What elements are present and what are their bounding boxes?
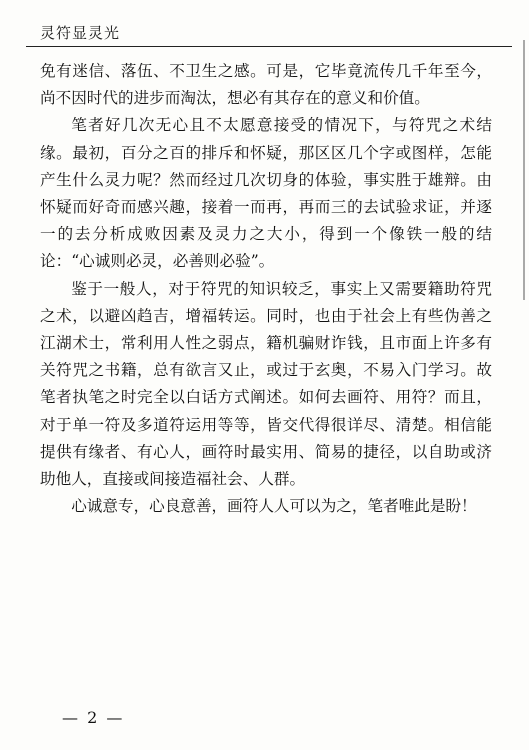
body-text (40, 58, 492, 520)
paragraph-3: 鉴于一般人，对于符咒的知识较乏，事实上又需要籍助符咒之术，以避凶趋吉，增福转运。同时，也由于社会上有些伪善之江湖术士，常利用人性之弱点，籍机骗财诈钱，且市面上许多有关符咒之书籍，总有欲言又止，或过于玄奥，不易入门学习。故笔者执笔之时完全以白话方式阐述。如何去画符、用符？而且，对于单一符及多道符运用等等，皆交代得很详尽、清楚。相信能提供有缘者、有心人，画符时最实用、简易的捷径，以自助或济助他人，直接或间接造福社会、人群。 (40, 279, 492, 489)
paragraph-4: 心诚意专，心良意善，画符人人可以为之，笔者唯此是盼！ (71, 497, 477, 516)
page-number: — 2 — (62, 708, 125, 727)
page-edge-shadow (523, 40, 525, 300)
running-header: 灵符显灵光 (40, 24, 121, 42)
paragraph-2: 笔者好几次无心且不太愿意接受的情况下，与符咒之术结缘。最初，百分之百的排斥和怀疑，那区区几个字或图样，怎能产生什么灵力呢？然而经过几次切身的体验，事实胜于雄辩。由怀疑而好奇而感兴趣，接着一而再，再而三的去试验求证，并逐一的去分析成败因素及灵力之大小，得到一个像铁一般的结论：“心诚则必灵，必善则必验”。 (40, 116, 492, 271)
paragraph-1: 免有迷信、落伍、不卫生之感。可是，它毕竟流传几千年至今，尚不因时代的进步而淘汰，想必有其存在的意义和价值。 (40, 62, 492, 108)
header-rule (26, 46, 512, 47)
